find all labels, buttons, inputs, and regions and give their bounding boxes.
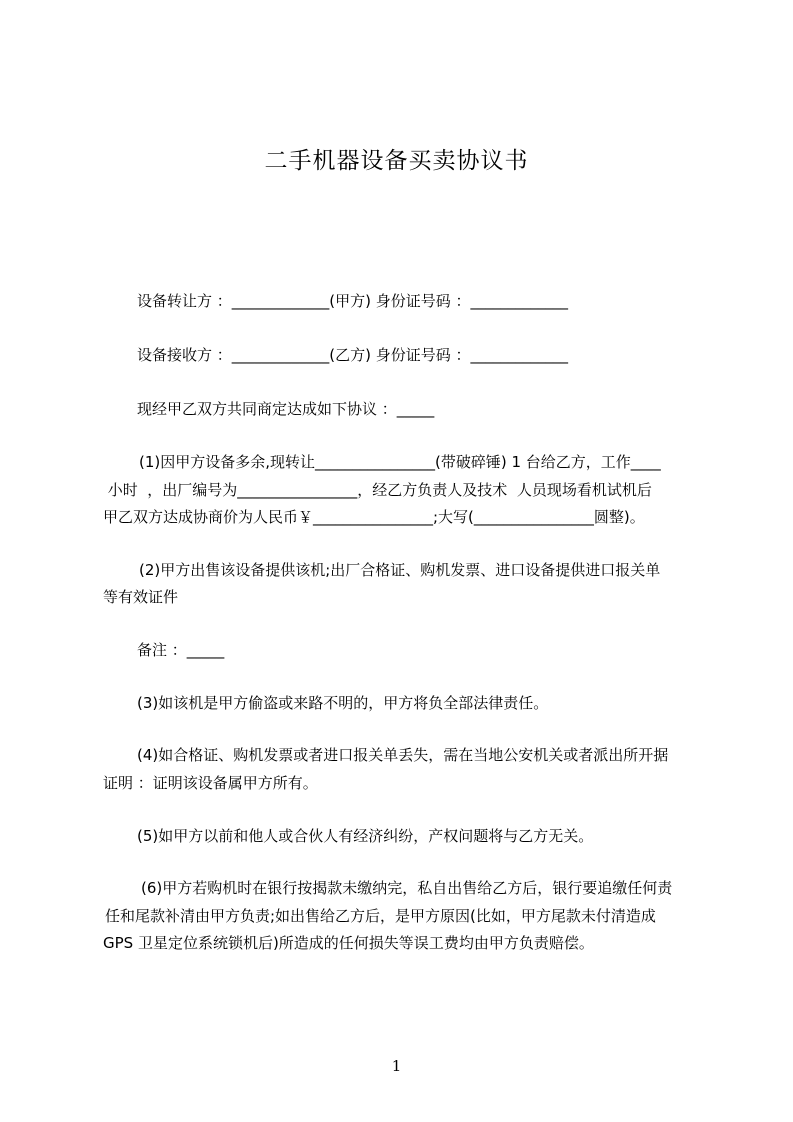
page-number: 1 — [391, 1057, 402, 1075]
clause-1-line-3: 甲乙双方达成协商价为人民币￥________________;大写(________________圆整)。 — [103, 508, 645, 526]
clause-1-line-2: 小时 ，出厂编号为________________，经乙方负责人及技术 人员现场看机试机后 — [103, 481, 652, 499]
clause-6-line-2: 任和尾款补清由甲方负责;如出售给乙方后，是甲方原因(比如，甲方尾款未付清造成 — [105, 907, 656, 925]
clause-5: (5)如甲方以前和他人或合伙人有经济纠纷，产权问题将与乙方无关。 — [137, 827, 594, 845]
transferor-line: 设备转让方 ：_____________(甲方) 身份证号码 ：_____________ — [137, 292, 569, 310]
clause-2-line-2: 等有效证件 — [103, 588, 179, 606]
clause-3: (3)如该机是甲方偷盗或来路不明的，甲方将负全部法律责任。 — [137, 694, 549, 712]
receiver-line: 设备接收方 ：_____________(乙方) 身份证号码 ：_____________ — [137, 346, 569, 364]
clause-2-line-1: (2)甲方出售该设备提供该机;出厂合格证、购机发票、进口设备提供进口报关单 — [139, 561, 661, 579]
agreement-intro: 现经甲乙双方共同商定达成如下协议 ：_____ — [137, 400, 435, 418]
clause-6-line-1: (6)甲方若购机时在银行按揭款未缴纳完，私自出售给乙方后，银行要追缴任何责 — [141, 879, 673, 897]
clause-1-line-1: (1)因甲方设备多余,现转让________________(带破碎锤) 1 台给乙方，工作____ — [139, 453, 661, 471]
document-title: 二手机器设备买卖协议书 — [264, 148, 529, 174]
clause-4-line-2: 证明 ：证明该设备属甲方所有。 — [103, 774, 318, 792]
remarks-line: 备注 ：_____ — [137, 641, 225, 659]
clause-6-line-3: GPS 卫星定位系统锁机后)所造成的任何损失等误工费均由甲方负责赔偿。 — [103, 934, 594, 952]
clause-4-line-1: (4)如合格证、购机发票或者进口报关单丢失，需在当地公安机关或者派出所开据 — [137, 746, 669, 764]
